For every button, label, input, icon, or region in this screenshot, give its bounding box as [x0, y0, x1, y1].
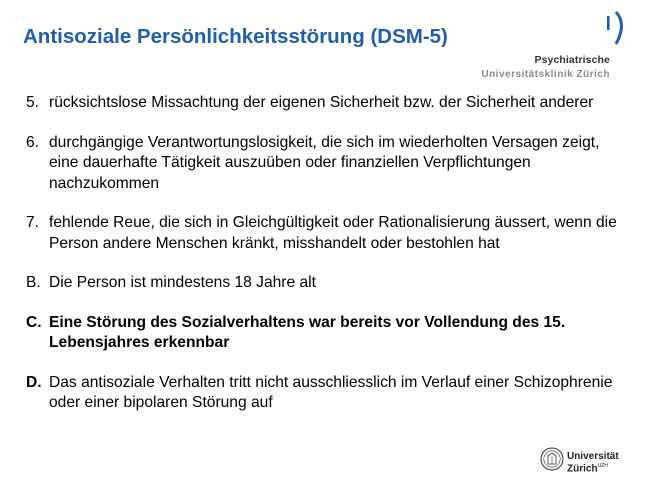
clinic-logo: [481, 10, 630, 80]
list-item: [26, 273, 626, 294]
list-text: Das antisoziale Verhalten tritt nicht ausschliesslich im Verlauf einer Schizophrenie oder einer bipolaren Störung auf: [49, 373, 613, 411]
university-seal-icon: [540, 447, 564, 471]
list-marker: C.: [26, 313, 42, 331]
list-item: [26, 313, 626, 354]
list-marker: 7.: [26, 214, 40, 231]
slide-title: Antisoziale Persönlichkeitsstörung (DSM-5): [23, 25, 448, 48]
university-name-city: Zürich: [567, 463, 598, 475]
list-marker: 6.: [26, 133, 40, 151]
list-marker: B.: [26, 274, 41, 291]
list-item: [26, 133, 626, 195]
university-name-line1: Universität: [567, 451, 619, 462]
university-name-line2: [567, 463, 608, 474]
clinic-logo-line2: Universitätsklinik Zürich: [481, 69, 610, 80]
list-text: Eine Störung des Sozialverhaltens war bereits vor Vollendung des 15. Lebensjahres erkennbar: [49, 313, 566, 351]
criteria-list: [26, 93, 626, 433]
university-name-superscript: UZH: [597, 463, 608, 469]
university-logo: [540, 445, 640, 480]
list-item: [26, 93, 626, 114]
clinic-logo-line1: Psychiatrische: [534, 54, 610, 66]
list-text: fehlende Reue, die sich in Gleichgültigkeit oder Rationalisierung äussert, wenn die Person andere Menschen kränkt, misshandelt oder bestohlen hat: [49, 214, 617, 252]
list-item: [26, 213, 626, 254]
list-marker: 5.: [26, 94, 40, 111]
list-item: [26, 373, 626, 414]
list-text: Die Person ist mindestens 18 Jahre alt: [49, 274, 316, 291]
list-text: rücksichtslose Missachtung der eigenen Sicherheit bzw. der Sicherheit anderer: [49, 94, 594, 111]
bracket-logo-icon: [603, 10, 629, 48]
list-text: durchgängige Verantwortungslosigkeit, die sich im wiederholten Versagen zeigt, eine dauerhafte Tätigkeit auszuüben oder finanziellen Verpflichtungen nachzukommen: [49, 133, 600, 192]
list-marker: D.: [26, 373, 42, 391]
